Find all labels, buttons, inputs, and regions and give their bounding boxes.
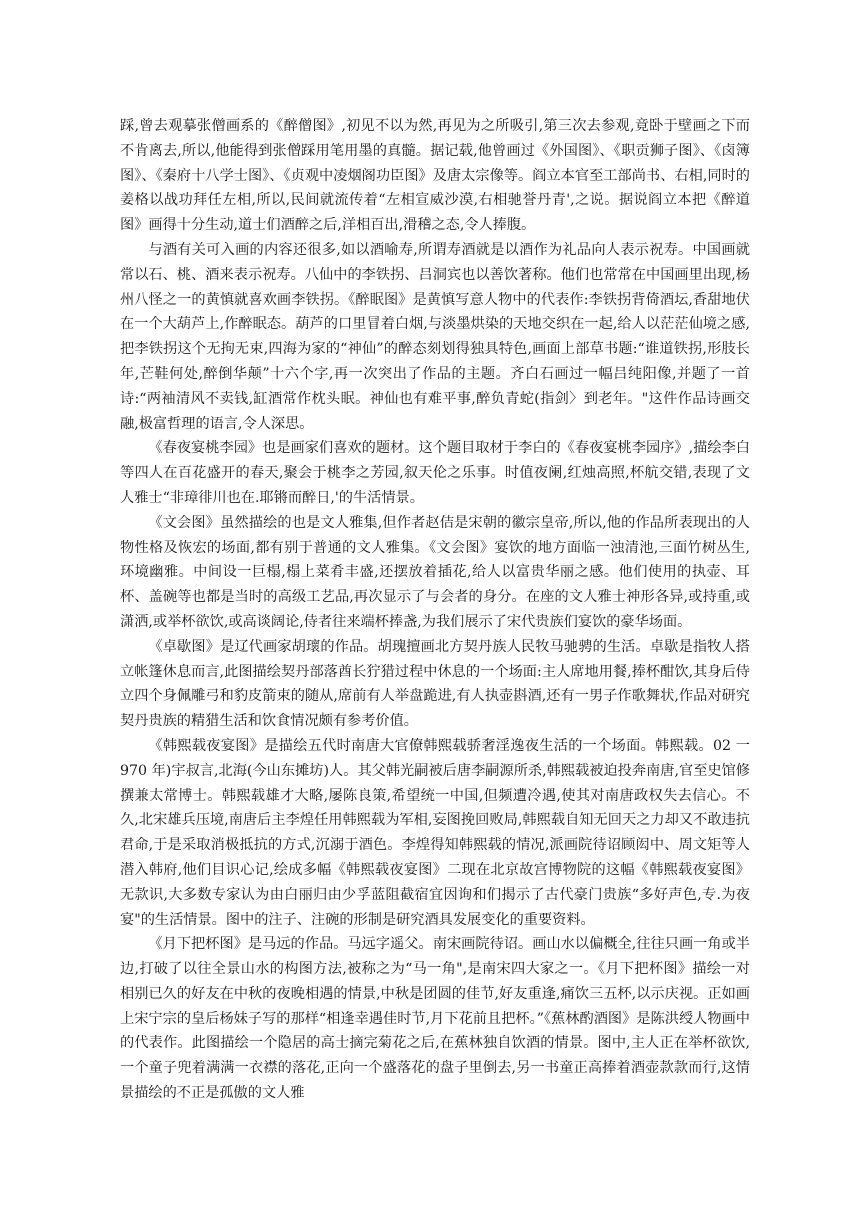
paragraph: 踩,曾去观摹张僧画系的《醉僧图》,初见不以为然,再见为之所吸引,第三次去参观,竟卧于壁画之下而不肯离去,所以,他能得到张僧踩用笔用墨的真髓。据记载,他曾画过《外国图》、《职贡狮子图》、《卤簿图》、《秦府十八学士图》、《贞观中凌烟阁功臣图》及唐太宗像等。阎立本官至工部尚书、右相,同时的姜格以战功拜任左相,所以,民间就流传着“左相宣威沙漠,右相驰誉丹青',之说。据说阎立本把《醉道图》画得十分生动,道士们酒醉之后,洋相百出,滑稽之态,令人捧腹。 — [120, 118, 750, 234]
paragraph: 与酒有关可入画的内容还很多,如以酒喻寿,所谓寿酒就是以酒作为礼品向人表示祝寿。中国画就常以石、桃、酒来表示祝寿。八仙中的李铁拐、吕洞宾也以善饮著称。他们也常常在中国画里出现,杨州八怪之一的黄慎就喜欢画李铁拐。《醉眠图》是黄慎写意人物中的代表作:李铁拐背倚酒坛,香甜地伏在一个大葫芦上,作醉眠态。葫芦的口里冒着白烟,与淡墨烘染的天地交织在一起,给人以茫茫仙境之感,把李铁拐这个无拘无束,四海为家的“神仙”的醉态刻划得独具特色,画面上部草书题:“谁道铁拐,形肢长年,芒鞋何处,醉倒华颠”十六个字,再一次突出了作品的主题。齐白石画过一幅吕纯阳像,并题了一首诗:“两袖清风不卖钱,缸酒常作枕头眠。神仙也有难平事,醉负青蛇(指剑〉到老年。"这件作品诗画交融,极富哲理的语言,令人深思。 — [120, 241, 750, 432]
paragraph: 《卓歇图》是辽代画家胡瓌的作品。胡瑰擅画北方契丹族人民牧马驰骋的生活。卓歇是指牧人搭立帐篷休息而言,此图描绘契丹部落酋长狞猎过程中休息的一个场面:主人席地用餐,捧杯酣饮,其身后侍立四个身佩雕弓和豹皮箭束的随从,席前有人举盘跪进,有人执壶斟酒,还有一男子作歌舞状,作品对研究契丹贵族的精猎生活和饮食情况颇有参考价值。 — [120, 638, 750, 730]
paragraph: 《春夜宴桃李园》也是画家们喜欢的题材。这个题目取材于李白的《春夜宴桃李园序》,描绘李白等四人在百花盛开的春天,聚会于桃李之芳园,叙天伦之乐事。时值夜阑,红烛高照,杯航交错,表现了文人雅士“非璋徘川也在.耶锵而醉日,'的牛活情景。 — [120, 440, 750, 506]
paragraph: 《文会图》虽然描绘的也是文人雅集,但作者赵佶是宋朝的徽宗皇帝,所以,他的作品所表现出的人物性格及恢宏的场面,都有别于普通的文人雅集。《文会图》宴饮的地方面临一浊清池,三面竹树丛生,环境幽雅。中间设一巨榻,榻上菜肴丰盛,还摆放着插花,给人以富贵华丽之感。他们使用的执壶、耳杯、盖碗等也都是当时的高级工艺品,再次显示了与会者的身分。在座的文人雅士神形各异,或持重,或潇洒,或举杯欲饮,或高谈阔论,侍者往来端杯捧盏,为我们展示了宋代贵族们宴饮的豪华场面。 — [120, 514, 750, 630]
paragraph: 《月下把杯图》是马远的作品。马远字遥父。南宋画院待诏。画山水以偏概全,往往只画一角或半边,打破了以往全景山水的构图方法,被称之为“马一角",是南宋四大家之一。《月下把杯图》描绘一对相别已久的好友在中秋的夜晚相遇的情景,中秋是团圆的佳节,好友重逢,痛饮三五杯,以示庆视。正如画上宋宁宗的皇后杨妹子写的那样“相逢幸遇佳时节,月下花前且把杯。”《蕉林酌酒图》是陈洪绶人物画中的代表作。此图描绘一个隐居的高士摘完菊花之后,在蕉林独自饮酒的情景。图中,主人正在举杯欲饮,一个童子兜着满满一衣襟的落花,正向一个盛落花的盘子里倒去,另一书童正高捧着酒壶款款而行,这情景描绘的不正是孤傲的文人雅 — [120, 936, 750, 1102]
paragraph: 《韩熙载夜宴图》是描绘五代时南唐大官僚韩熙载骄奢淫逸夜生活的一个场面。韩熙载。02 一 970 年)宇叔言,北海(今山东摊坊)人。其父韩光嗣被后唐李嗣源所杀,韩熙载被迫投奔南唐,官至史馆修撰兼太常博士。韩熙载雄才大略,屡陈良策,希望统一中国,但频遭冷遇,使其对南唐政权失去信心。不久,北宋雄兵压境,南唐后主李煌任用韩熙载为军相,妄图挽回败局,韩熙载自知无回天之力却又不敢违抗君命,于是采取消极抵抗的方式,沉溺于酒色。李煌得知韩熙载的情况,派画院待诏顾闳中、周文矩等人潜入韩府,他们目识心记,绘成多幅《韩熙载夜宴图》二现在北京故宫博物院的这幅《韩熙载夜宴图》无款识,大多数专家认为由白丽归由少孚蓝阻截宿宜因询和们揭示了古代豪门贵族“多好声色,专.为夜宴"的生活情景。图中的注子、注碗的形制是研究酒具发展变化的重要资料。 — [120, 737, 750, 928]
document-page — [120, 114, 750, 1106]
